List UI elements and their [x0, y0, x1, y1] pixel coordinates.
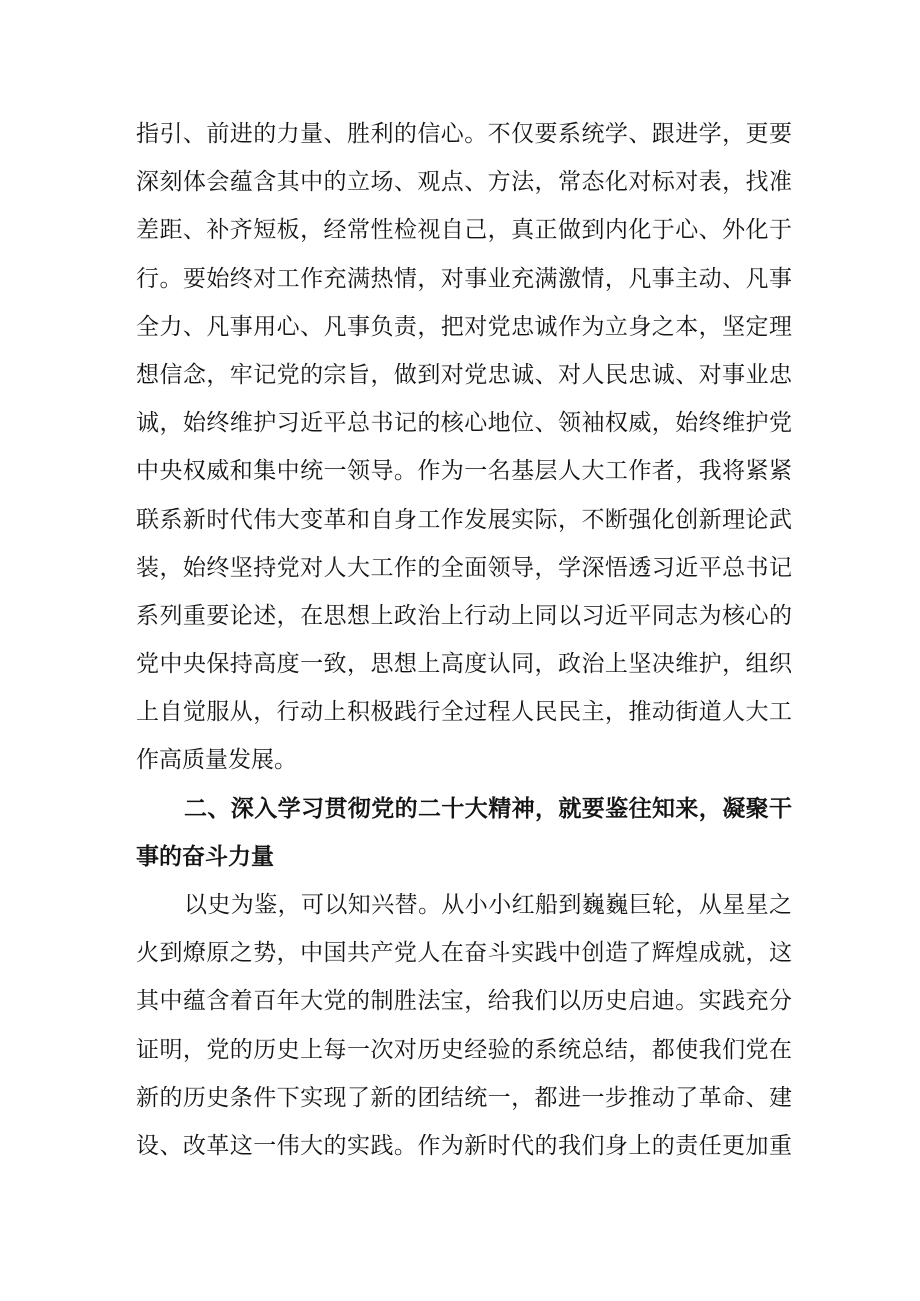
text-line: 想信念，牢记党的宗旨，做到对党忠诚、对人民忠诚、对事业忠 [136, 361, 792, 388]
text-line: 指引、前进的力量、胜利的信心。不仅要系统学、跟进学，更要 [136, 121, 792, 147]
text-line: 党中央保持高度一致，思想上高度认同，政治上坚决维护，组织 [136, 651, 792, 678]
text-line: 诚，始终维护习近平总书记的核心地位、领袖权威，始终维护党 [136, 410, 792, 437]
text-line: 其中蕴含着百年大党的制胜法宝，给我们以历史启迪。实践充分 [136, 988, 792, 1015]
text-line: 以史为鉴，可以知兴替。从小小红船到巍巍巨轮，从星星之 [184, 892, 792, 918]
text-line: 系列重要论述，在思想上政治上行动上同以习近平同志为核心的 [136, 602, 792, 629]
text-line: 行。要始终对工作充满热情，对事业充满激情，凡事主动、凡事 [136, 265, 792, 292]
text-line: 全力、凡事用心、凡事负责，把对党忠诚作为立身之本，坚定理 [136, 313, 792, 340]
text-line: 新的历史条件下实现了新的团结统一，都进一步推动了革命、建 [136, 1084, 792, 1111]
text-line: 火到燎原之势，中国共产党人在奋斗实践中创造了辉煌成就，这 [136, 940, 792, 967]
section-heading-2 [136, 785, 792, 881]
text-line: 装，始终坚持党对人大工作的全面领导，学深悟透习近平总书记 [136, 554, 792, 581]
text-line: 中央权威和集中统一领导。作为一名基层人大工作者，我将紧紧 [136, 458, 792, 485]
text-line: 作高质量发展。 [136, 747, 297, 774]
text-line: 上自觉服从，行动上积极践行全过程人民民主，推动街道人大工 [136, 699, 792, 726]
document-body [136, 110, 792, 1170]
text-line: 联系新时代伟大变革和自身工作发展实际，不断强化创新理论武 [136, 506, 792, 533]
paragraph-2 [136, 881, 792, 1170]
heading-line: 二、深入学习贯彻党的二十大精神，就要鉴往知来，凝聚干 [184, 795, 792, 822]
heading-line: 事的奋斗力量 [136, 843, 274, 870]
text-line: 差距、补齐短板，经常性检视自己，真正做到内化于心、外化于 [136, 217, 792, 244]
text-line: 证明，党的历史上每一次对历史经验的系统总结，都使我们党在 [136, 1036, 792, 1063]
paragraph-1 [136, 110, 792, 785]
text-line: 设、改革这一伟大的实践。作为新时代的我们身上的责任更加重 [136, 1132, 792, 1159]
text-line: 深刻体会蕴含其中的立场、观点、方法，常态化对标对表，找准 [136, 169, 792, 196]
